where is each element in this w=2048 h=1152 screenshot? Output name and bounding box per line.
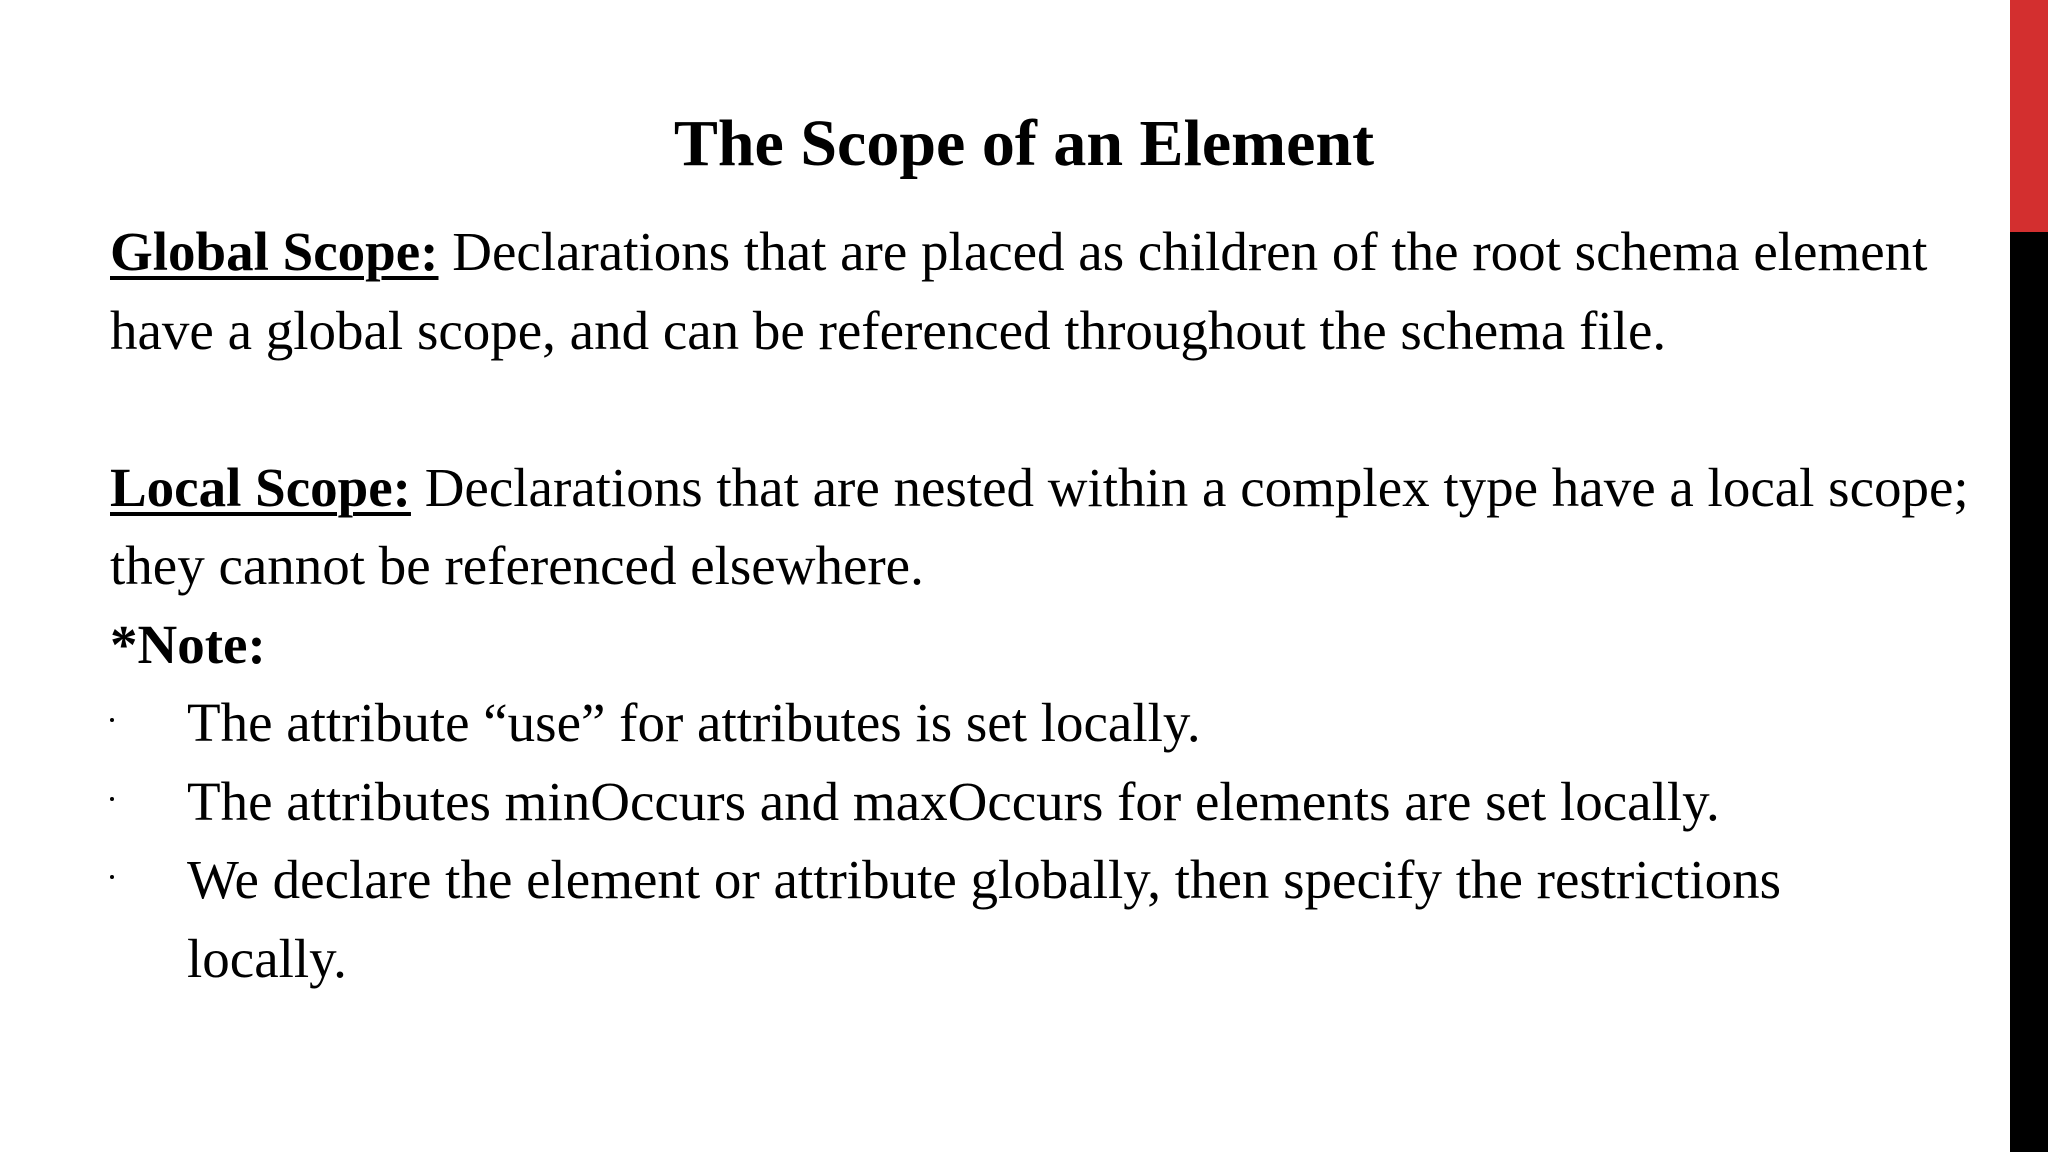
slide-title: The Scope of an Element — [673, 107, 1375, 180]
note-bullet-item — [110, 684, 1947, 763]
note-bullet-list — [110, 684, 1990, 998]
global-scope-text: Declarations that are placed as children of the root schema element have a global scope, and can be referenced throughout the schema file. — [110, 221, 1928, 361]
local-scope-paragraph — [110, 449, 1990, 606]
note-bullet-text: We declare the element or attribute globally, then specify the restrictions locally. — [187, 849, 1782, 989]
local-scope-text: Declarations that are nested within a complex type have a local scope; they cannot be referenced elsewhere. — [110, 456, 1969, 596]
global-scope-term: Global Scope: — [110, 221, 439, 282]
slide-body — [110, 213, 1990, 998]
note-heading: *Note: — [110, 613, 266, 675]
note-bullet-text: The attributes minOccurs and maxOccurs for elements are set locally. — [187, 770, 1720, 832]
local-scope-term: Local Scope: — [110, 456, 411, 518]
paragraph-spacer — [110, 370, 1990, 449]
global-scope-paragraph — [110, 213, 1990, 370]
note-bullet-item — [110, 763, 1947, 842]
bullet-dot-icon — [110, 875, 114, 879]
bullet-dot-icon — [110, 718, 114, 722]
bullet-dot-icon — [110, 797, 114, 801]
note-bullet-text: The attribute “use” for attributes is set locally. — [187, 692, 1201, 753]
note-bullet-item — [110, 841, 1947, 998]
